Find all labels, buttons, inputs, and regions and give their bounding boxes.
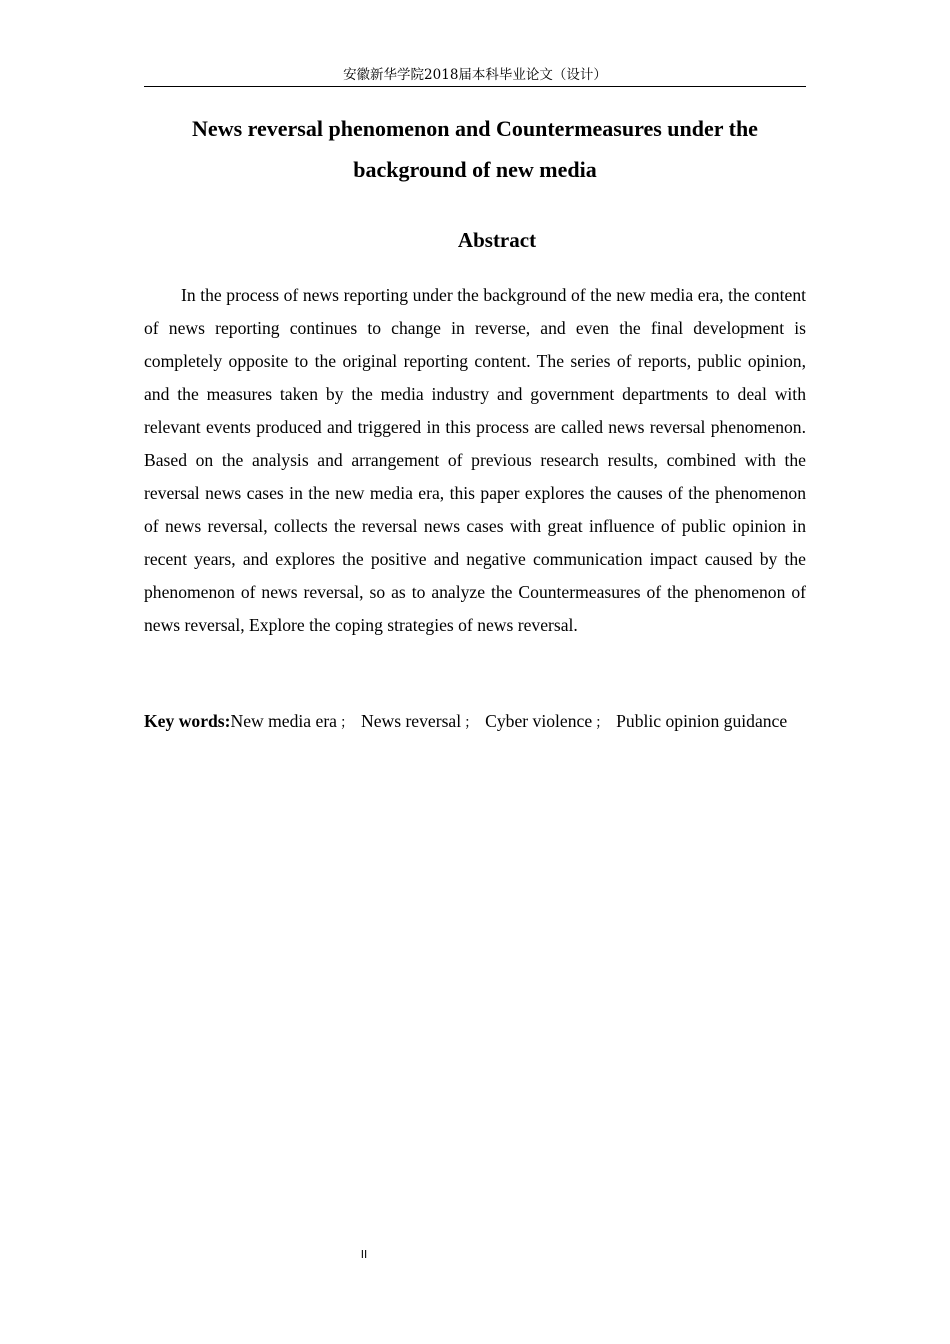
abstract-body: In the process of news reporting under the background of the new media era, the content of news reporting continues to change in reverse, and even the final development is completely opposite to the original reporting content. The series of reports, public opinion, and the measures taken by the media industry and government departments to deal with relevant events produced and triggered in this process are called news reversal phenomenon. Based on the analysis and arrangement of previous research results, combined with the reversal news cases in the new media era, this paper explores the causes of the phenomenon of news reversal, collects the reversal news cases with great influence of public opinion in recent years, and explores the positive and negative communication impact caused by the phenomenon of news reversal, so as to analyze the Countermeasures of the phenomenon of news reversal, Explore the coping strategies of news reversal. bbox=[144, 285, 806, 635]
keyword-separator: ； bbox=[595, 715, 610, 731]
paper-title-line-2: background of new media bbox=[353, 157, 597, 182]
keyword-item: Cyber violence bbox=[485, 711, 593, 731]
page-number: II bbox=[360, 1248, 368, 1261]
abstract-heading: Abstract bbox=[457, 228, 537, 252]
keyword-item: New media era bbox=[230, 711, 337, 731]
header-rule bbox=[144, 86, 806, 87]
keywords-label: Key words: bbox=[144, 711, 231, 731]
paper-title bbox=[144, 108, 806, 190]
keyword-item: News reversal bbox=[360, 711, 462, 731]
running-header: 安徽新华学院2018届本科毕业论文（设计） bbox=[343, 67, 607, 83]
keyword-item: Public opinion guidance bbox=[616, 711, 788, 731]
keywords-line bbox=[144, 710, 806, 734]
keyword-separator: ； bbox=[339, 715, 354, 731]
keyword-separator: ； bbox=[464, 715, 479, 731]
paper-title-line-1: News reversal phenomenon and Countermeasures under the bbox=[192, 116, 758, 141]
